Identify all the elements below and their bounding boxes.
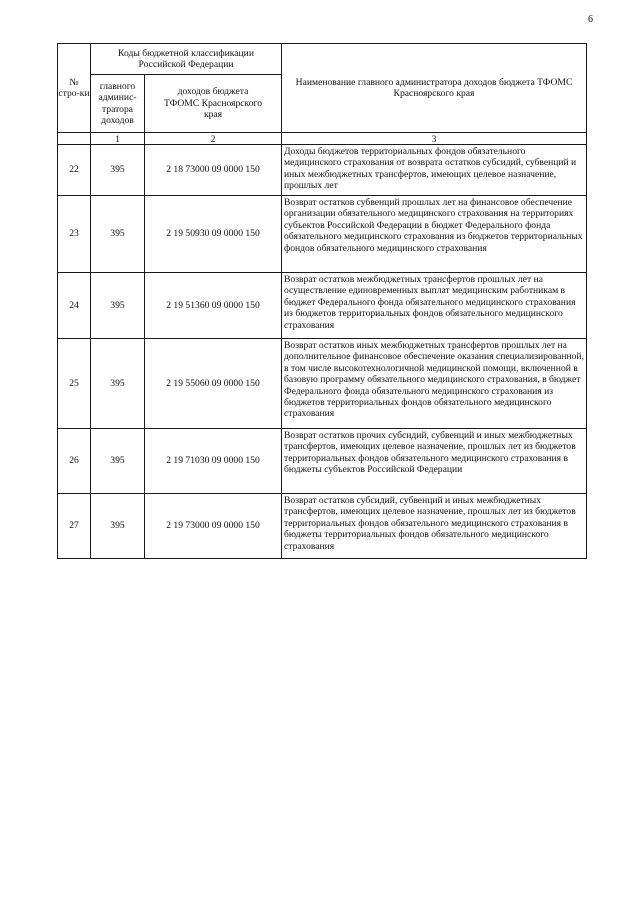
row-number: 27 <box>58 494 91 559</box>
row-number: 25 <box>58 339 91 429</box>
column-number-empty <box>58 133 91 145</box>
admin-code: 395 <box>91 494 145 559</box>
income-name: Возврат остатков субсидий, субвенций и иных межбюджетных трансфертов, имеющих целевое назначение, прошлых лет из бюджетов территориальных фондов обязательного медицинского страхования в бюджеты территориальных фондов обязательного медицинского страхования <box>282 494 587 559</box>
header-codes-group: Коды бюджетной классификации Российской Федерации <box>91 44 282 75</box>
row-number: 22 <box>58 145 91 196</box>
table-row <box>58 145 587 196</box>
table-row <box>58 339 587 429</box>
admin-code: 395 <box>91 339 145 429</box>
table-row <box>58 273 587 339</box>
income-code: 2 19 73000 09 0000 150 <box>145 494 282 559</box>
income-code: 2 19 71030 09 0000 150 <box>145 429 282 494</box>
column-number: 3 <box>282 133 587 145</box>
row-number: 23 <box>58 196 91 273</box>
header-row-number: № стро-ки <box>58 44 91 133</box>
page-number: 6 <box>588 14 593 25</box>
column-number: 1 <box>91 133 145 145</box>
income-name: Возврат остатков прочих субсидий, субвенций и иных межбюджетных трансфертов, имеющих целевое назначение, прошлых лет из бюджетов территориальных фондов обязательного медицинского страхования в бюджеты субъектов Российской Федерации <box>282 429 587 494</box>
column-number: 2 <box>145 133 282 145</box>
row-number: 24 <box>58 273 91 339</box>
income-name: Возврат остатков субвенций прошлых лет на финансовое обеспечение организации обязательного медицинского страхования на территориях субъектов Российской Федерации в бюджет Федерального фонда обязательного медицинского страхования из бюджетов территориальных фондов обязательного медицинского страхования <box>282 196 587 273</box>
admin-code: 395 <box>91 429 145 494</box>
admin-code: 395 <box>91 145 145 196</box>
income-name: Возврат остатков межбюджетных трансфертов прошлых лет на осуществление единовременных выплат медицинским работникам в бюджет Федерального фонда обязательного медицинского страхования из бюджетов территориальных фондов обязательного медицинского страхования <box>282 273 587 339</box>
income-name: Возврат остатков иных межбюджетных трансфертов прошлых лет на дополнительное финансовое обеспечение оказания специализированной, в том числе высокотехнологичной медицинской помощи, включенной в базовую программу обязательного медицинского страхования, в бюджет Федерального фонда обязательного медицинского страхования из бюджетов территориальных фондов обязательного медицинского страхования <box>282 339 587 429</box>
admin-code: 395 <box>91 196 145 273</box>
income-code: 2 19 51360 09 0000 150 <box>145 273 282 339</box>
income-code: 2 18 73000 09 0000 150 <box>145 145 282 196</box>
table-row <box>58 429 587 494</box>
header-income-code: доходов бюджета ТФОМС Красноярского края <box>145 75 282 133</box>
header-main-admin: главного админис-тратора доходов <box>91 75 145 133</box>
income-code: 2 19 50930 09 0000 150 <box>145 196 282 273</box>
admin-code: 395 <box>91 273 145 339</box>
budget-classification-table <box>57 43 587 559</box>
income-code: 2 19 55060 09 0000 150 <box>145 339 282 429</box>
income-name: Доходы бюджетов территориальных фондов обязательного медицинского страхования от возврата остатков субсидий, субвенций и иных межбюджетных трансфертов, имеющих целевое назначение, прошлых лет <box>282 145 587 196</box>
table-row <box>58 494 587 559</box>
table-row <box>58 196 587 273</box>
row-number: 26 <box>58 429 91 494</box>
header-admin-name: Наименование главного администратора доходов бюджета ТФОМС Красноярского края <box>282 44 587 133</box>
